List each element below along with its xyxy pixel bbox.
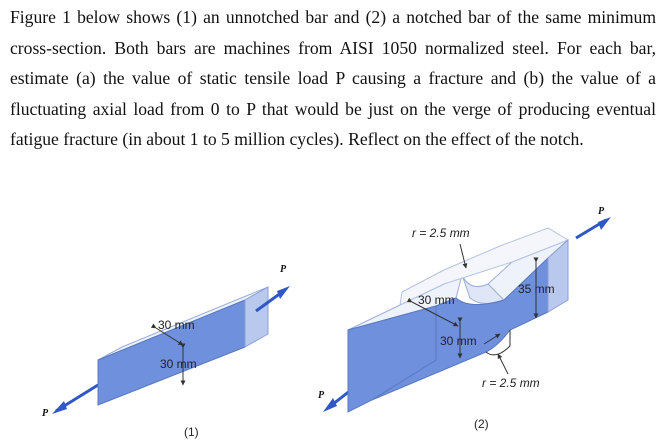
dim-label-bar-2-full: 35 mm: [518, 282, 555, 296]
load-label-bar-2-left: P: [318, 390, 325, 401]
dim-label-bar-2-min: 30 mm: [440, 334, 477, 348]
bar-1-front-face: [98, 300, 245, 405]
load-label-bar-1-left: P: [42, 408, 49, 419]
bar-2-notched: [318, 206, 611, 431]
load-label-bar-2-right: P: [598, 206, 605, 217]
dim-label-bar-1-top: 30 mm: [158, 318, 195, 332]
dim-label-bar-1-side: 30 mm: [160, 357, 197, 371]
label-notch-radius-bottom: r = 2.5 mm: [482, 376, 540, 390]
caption-bar-1: (1): [184, 425, 199, 439]
bar-1-unnotched: [42, 264, 290, 439]
caption-bar-2: (2): [474, 417, 489, 431]
problem-statement: Figure 1 below shows (1) an unnotched bar and (2) a notched bar of the same minimum cross-section. Both bars are machines from AISI 1050 normalized steel. For each bar, estimate (a) the value of static tensile load P causing a fracture and (b) the value of a fluctuating axial load from 0 to P that would be just on the verge of producing eventual fatigue fracture (in about 1 to 5 million cycles). Reflect on the effect of the notch.: [10, 7, 656, 149]
leader-notch-radius-bottom: [498, 354, 508, 374]
dim-label-bar-2-top: 30 mm: [418, 293, 455, 307]
bar-2-front-left-block: [348, 306, 436, 412]
label-notch-radius-top: r = 2.5 mm: [412, 226, 470, 240]
load-arrow-left-bar-1: [52, 385, 98, 414]
load-label-bar-1-right: P: [280, 264, 287, 275]
load-arrow-right-bar-2: [576, 217, 611, 238]
